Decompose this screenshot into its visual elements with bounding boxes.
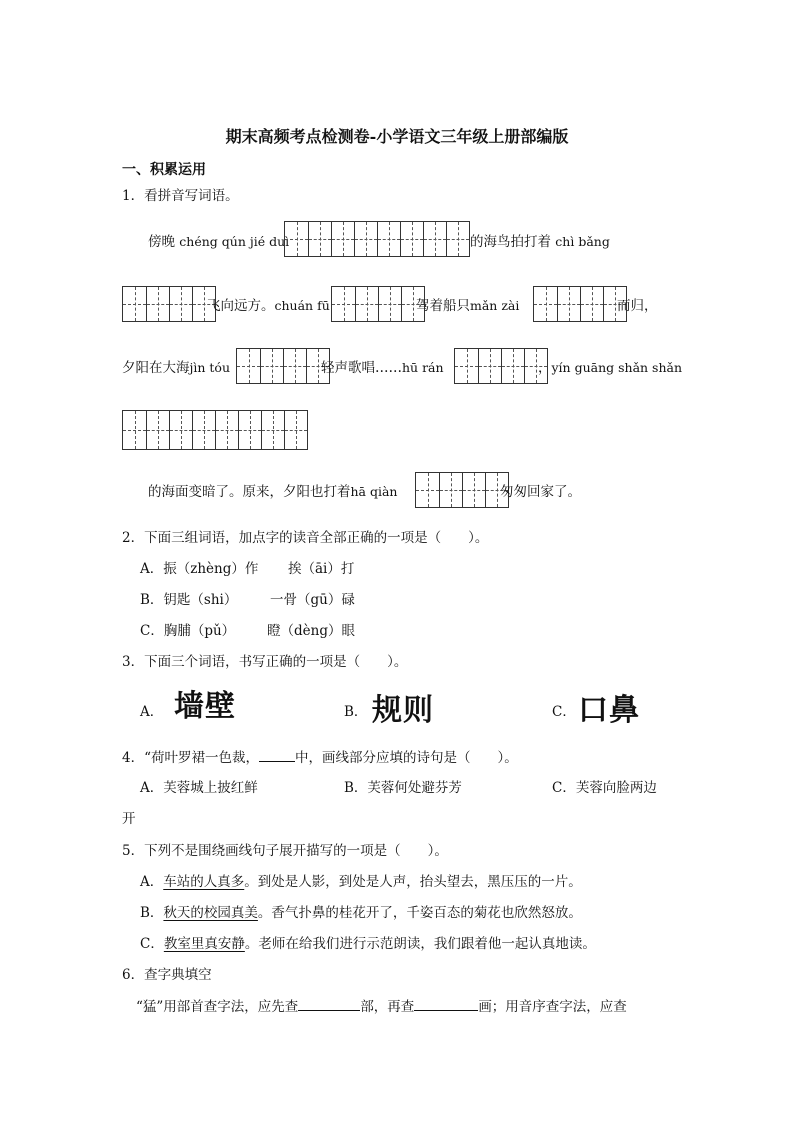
q1-line3-prefix: 夕阳在大海jìn tóu bbox=[122, 360, 230, 376]
q2-option-b-1: B．钥匙（shi） bbox=[140, 592, 238, 608]
q3-option-a-handwriting: 墙壁 bbox=[174, 689, 236, 724]
q3-option-b-label: B． bbox=[344, 704, 368, 720]
pinyin-6: hū rán bbox=[402, 360, 444, 375]
answer-grid-8[interactable] bbox=[415, 472, 509, 508]
q4-stem: 4．“荷叶罗裙一色裁， 中，画线部分应填的诗句是（ ）。 bbox=[122, 750, 518, 766]
q2-option-a-1: A．振（zhèng）作 bbox=[140, 561, 259, 577]
answer-grid-6[interactable] bbox=[454, 348, 548, 384]
q1-line3-end: ，yín guāng shǎn shǎn bbox=[538, 360, 683, 376]
q4-option-a: A．芙蓉城上披红鲜 bbox=[140, 780, 258, 796]
answer-grid-3[interactable] bbox=[331, 286, 425, 322]
q3-option-b-handwriting: 规则 bbox=[372, 693, 434, 728]
q5-a-underlined: 车站的人真多 bbox=[163, 874, 245, 890]
pinyin-3: chuán fū bbox=[274, 298, 330, 313]
answer-grid-1[interactable] bbox=[284, 221, 470, 257]
q2-option-c-2: 瞪（dèng）眼 bbox=[267, 623, 355, 639]
pinyin-8: hā qiàn bbox=[350, 484, 398, 499]
q3-option-c-label: C． bbox=[552, 704, 576, 720]
q5-option-b: B．秋天的校园真美。香气扑鼻的桂花开了，千姿百态的菊花也欣然怒放。 bbox=[140, 905, 582, 921]
q2-option-b-2: 一骨（gū）碌 bbox=[270, 592, 355, 608]
q1-line5-suffix: 匆匆回家了。 bbox=[500, 484, 581, 500]
q6-blank-2[interactable] bbox=[414, 997, 478, 1011]
answer-grid-7[interactable] bbox=[122, 410, 308, 450]
q2-option-a-2: 挨（āi）打 bbox=[288, 561, 355, 577]
q4-option-c: C．芙蓉向脸两边 bbox=[552, 780, 657, 796]
q4-option-b: B．芙蓉何处避芬芳 bbox=[344, 780, 462, 796]
q5-option-c: C．教室里真安静。老师在给我们进行示范朗读，我们跟着他一起认真地读。 bbox=[140, 936, 596, 952]
answer-grid-2[interactable] bbox=[122, 286, 216, 322]
q3-option-c-handwriting: 口鼻 bbox=[578, 693, 640, 728]
q5-option-a: A．车站的人真多。到处是人影，到处是人声，抬头望去，黑压压的一片。 bbox=[140, 874, 582, 890]
page-title: 期末高频考点检测卷-小学语文三年级上册部编版 bbox=[225, 127, 569, 146]
q2-option-c-1: C．胸脯（pǔ） bbox=[140, 623, 236, 639]
q6-line1: “猛”用部首查字法，应先查 部，再查 画；用音序查字法，应查 bbox=[136, 999, 627, 1015]
q1-line5-prefix: 的海面变暗了。原来，夕阳也打着hā qiàn bbox=[148, 484, 398, 500]
q5-b-underlined: 秋天的校园真美 bbox=[163, 905, 258, 921]
q1-line2-mid: 驾着船只mǎn zài bbox=[416, 298, 520, 314]
q4-blank bbox=[259, 748, 295, 762]
q1-line1-prefix: 傍晚 chéng qún jié duì bbox=[148, 234, 290, 250]
q2-stem: 2．下面三组词语，加点字的读音全部正确的一项是（ ）。 bbox=[122, 530, 489, 546]
q6-stem: 6．查字典填空 bbox=[122, 967, 212, 983]
pinyin-4: mǎn zài bbox=[470, 298, 520, 313]
q4-option-c-wrap: 开 bbox=[122, 811, 136, 827]
q1-line2-end: 而归， bbox=[617, 298, 658, 314]
q1-line3-mid: 轻声歌唱……hū rán bbox=[321, 360, 444, 376]
pinyin-5: jìn tóu bbox=[189, 360, 230, 375]
q1-line2-text: 飞向远方。chuán fū bbox=[207, 298, 330, 314]
q5-c-underlined: 教室里真安静 bbox=[163, 936, 245, 952]
pinyin-2: chì bǎng bbox=[555, 234, 610, 249]
section-heading: 一、积累运用 bbox=[122, 162, 206, 178]
q1-line1-suffix: 的海鸟拍打着 chì bǎng bbox=[470, 234, 610, 250]
pinyin-1: chéng qún jié duì bbox=[179, 234, 290, 249]
q1-stem: 1．看拼音写词语。 bbox=[122, 188, 239, 204]
q3-stem: 3．下面三个词语，书写正确的一项是（ ）。 bbox=[122, 654, 408, 670]
q3-option-a-label: A． bbox=[140, 704, 164, 720]
q6-blank-1[interactable] bbox=[298, 997, 360, 1011]
pinyin-7: yín guāng shǎn shǎn bbox=[551, 360, 683, 375]
answer-grid-4[interactable] bbox=[533, 286, 627, 322]
answer-grid-5[interactable] bbox=[236, 348, 330, 384]
q5-stem: 5．下列不是围绕画线句子展开描写的一项是（ ）。 bbox=[122, 843, 448, 859]
